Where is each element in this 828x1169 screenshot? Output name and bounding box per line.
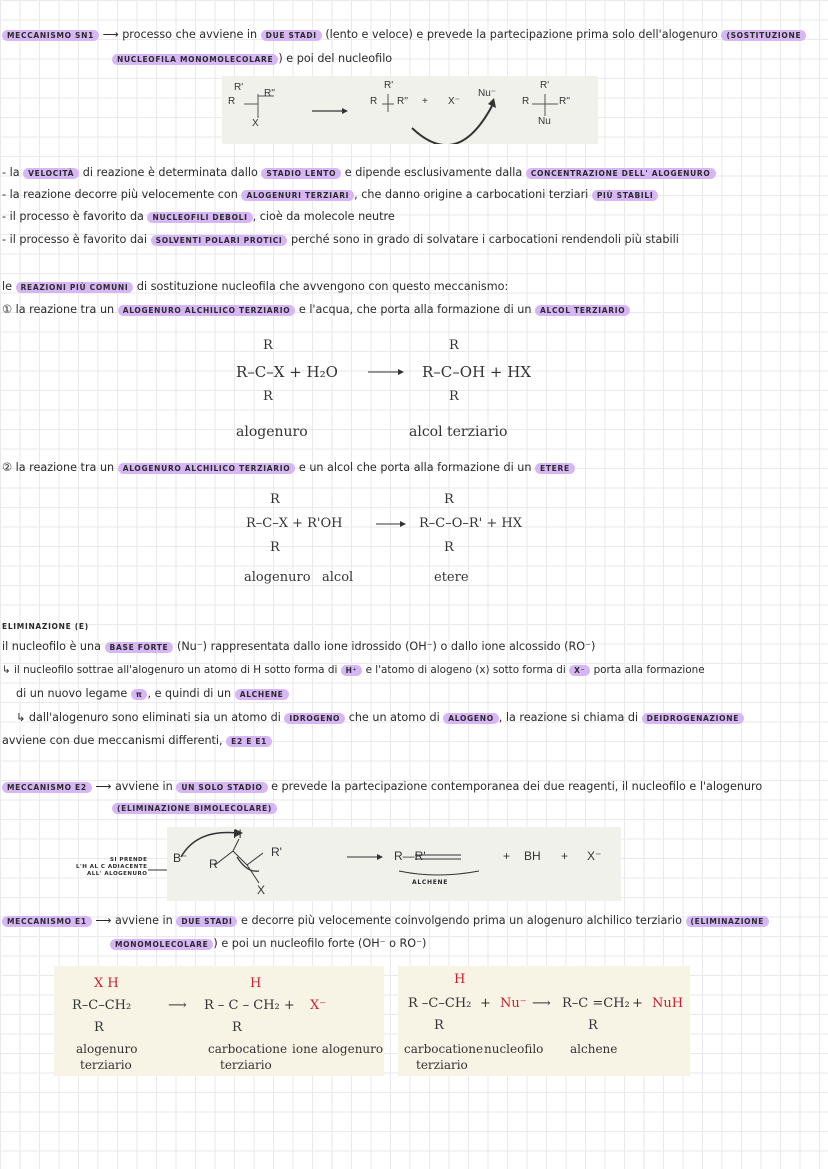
substituent: R [232, 1020, 242, 1035]
label: alogenuro [236, 424, 308, 440]
label: alcol terziario [409, 424, 508, 440]
reactant-formula: R–C–X + H₂O [236, 363, 338, 381]
e2-scheme [167, 827, 621, 901]
e1-card-2 [398, 966, 690, 1076]
text: ↳ il nucleofilo sottrae all'alogenuro un atomo di H sotto forma di [2, 664, 338, 676]
plus: + [480, 996, 491, 1011]
text: processo che avviene in [122, 28, 258, 41]
label: terziario [220, 1058, 272, 1072]
label: ione alogenuro [292, 1042, 384, 1056]
e2-line-1 [2, 780, 762, 795]
sn1-line-2 [112, 52, 392, 67]
text: di un nuovo legame [16, 687, 128, 700]
reactant-formula: R–C–X + R'OH [246, 516, 343, 531]
bullet-2 [2, 188, 658, 203]
text: - il processo è favorito da [2, 210, 144, 223]
atom: H [233, 827, 242, 841]
substituent: R [263, 389, 273, 404]
bullet-3 [2, 210, 395, 225]
highlight: (ELIMINAZIONE BIMOLECOLARE) [112, 803, 277, 814]
text: che un atomo di [348, 711, 440, 724]
text: - la reazione decorre più velocemente con [2, 188, 238, 201]
highlight: H⁺ [341, 665, 363, 676]
arrow-icon: ⟶ [102, 28, 119, 41]
substituent: R [209, 857, 218, 871]
text: ② la reazione tra un [2, 461, 115, 474]
substituent: R [449, 338, 459, 353]
highlight: ALOGENURI TERZIARI [241, 190, 354, 201]
plus: + [422, 96, 428, 107]
substituent: R' [271, 845, 282, 859]
e1-label: MECCANISMO E1 [2, 916, 92, 927]
label: nucleofilo [484, 1042, 544, 1056]
highlight: DUE STADI [176, 916, 237, 927]
e1-line-1 [2, 914, 769, 929]
reaction-1-line [2, 303, 630, 318]
bullet-4 [2, 233, 679, 248]
note-text: SI PRENDE L'H AL C ADIACENTE ALL' ALOGENURO [76, 857, 148, 877]
highlight: DUE STADI [261, 30, 322, 41]
substituent: R [444, 492, 454, 507]
text: , la reazione si chiama di [498, 711, 639, 724]
elim-line-3 [16, 687, 289, 702]
label: terziario [80, 1058, 132, 1072]
product: R–C =CH₂ [562, 996, 630, 1011]
text: e l'atomo di alogeno (x) sotto forma di [365, 664, 566, 676]
highlight: NUCLEOFILA MONOMOLECOLARE [112, 54, 278, 65]
sn1-label: MECCANISMO SN1 [2, 30, 99, 41]
text: avviene in [114, 780, 173, 793]
text: e prevede la partecipazione contemporanea dei due reagenti, il nucleofilo e l'alogenuro [271, 780, 763, 793]
text: perché sono in grado di solvatare i carbocationi rendendoli più stabili [290, 233, 679, 246]
product-formula: R–C–OH + HX [422, 363, 532, 381]
highlight: BASE FORTE [105, 642, 174, 653]
highlight: ALOGENURO ALCHILICO TERZIARIO [118, 463, 296, 474]
label: alcol [322, 570, 354, 585]
highlight: STADIO LENTO [261, 168, 341, 179]
label: alogenuro [244, 570, 311, 585]
text: - il processo è favorito dai [2, 233, 148, 246]
text: , che danno origine a carbocationi terziari [354, 188, 589, 201]
substituent: R'' [559, 96, 571, 107]
elim-line-5 [2, 734, 272, 749]
e2-label: MECCANISMO E2 [2, 782, 92, 793]
byproduct: NuH [652, 996, 684, 1011]
substituent: R [449, 389, 459, 404]
atom: H [250, 976, 262, 991]
substituent: R [263, 338, 273, 353]
plus: + [632, 996, 643, 1011]
sn1-scheme [222, 76, 598, 144]
label: carbocatione [404, 1042, 484, 1056]
text: ) e poi del nucleofilo [278, 52, 393, 65]
highlight: ALOGENO [443, 713, 499, 724]
substituent: R [444, 540, 454, 555]
reaction-2-line [2, 461, 575, 476]
elim-line-2 [2, 663, 705, 678]
highlight: ALCHENE [235, 689, 289, 700]
byproduct: BH [524, 849, 541, 863]
elim-line-4 [16, 711, 744, 726]
label: alogenuro [76, 1042, 138, 1056]
highlight: PIÙ STABILI [592, 190, 659, 201]
highlight: SOLVENTI POLARI PROTICI [151, 235, 288, 246]
plus: + [561, 849, 569, 863]
text: (lento e veloce) e prevede la partecipazione prima solo dell'alogenuro [325, 28, 718, 41]
reactions-intro [2, 280, 508, 295]
text: ↳ dall'alogenuro sono eliminati sia un atomo di [16, 711, 281, 724]
leaving-group: X [257, 883, 266, 897]
text: e l'acqua, che porta alla formazione di un [298, 303, 532, 316]
label: carbocatione [208, 1042, 288, 1056]
substituent: Nu [538, 116, 551, 127]
plus: + [503, 849, 511, 863]
highlight: π [131, 689, 148, 700]
anion: X⁻ [310, 998, 327, 1013]
e1-line-2 [110, 937, 426, 952]
product-formula: R–C–O–R' + HX [419, 516, 523, 531]
highlight: (ELIMINAZIONE [686, 916, 770, 927]
label: terziario [416, 1058, 468, 1072]
substituent: R'' [397, 96, 409, 107]
highlight: E2 E E1 [226, 736, 272, 747]
substituent: R [94, 1020, 104, 1035]
substituent: R [228, 96, 236, 107]
substituent: R [588, 1018, 598, 1033]
substituent: R [270, 540, 280, 555]
elim-line-1 [2, 640, 595, 655]
reaction-arrow: ⟶ [532, 996, 551, 1011]
leaving-group: X [252, 118, 259, 129]
substituent: R [522, 96, 530, 107]
reaction-arrow: ⟶ [168, 998, 187, 1013]
text: le [2, 280, 12, 293]
highlight: (SOSTITUZIONE [721, 30, 806, 41]
substituent: R [370, 96, 378, 107]
highlight: ETERE [535, 463, 575, 474]
highlight: DEIDROGENAZIONE [642, 713, 744, 724]
e2-line-2 [112, 801, 277, 816]
reactant: R–C–CH₂ [72, 998, 132, 1013]
highlight: CONCENTRAZIONE DELL' ALOGENURO [526, 168, 716, 179]
text: il nucleofilo è una [2, 640, 101, 653]
highlight: UN SOLO STADIO [176, 782, 267, 793]
text: e un alcol che porta alla formazione di un [298, 461, 532, 474]
highlight: VELOCITÀ [23, 168, 79, 179]
e1-card-1 [54, 966, 384, 1076]
highlight: IDROGENO [284, 713, 345, 724]
arrow-icon: ⟶ [95, 780, 112, 793]
highlight: NUCLEOFILI DEBOLI [147, 212, 252, 223]
bullet-1 [2, 166, 716, 181]
text: porta alla formazione [593, 664, 705, 676]
text: ① la reazione tra un [2, 303, 115, 316]
reaction-arrow [376, 518, 406, 530]
label: alchene [570, 1042, 618, 1056]
substituent: R' [384, 80, 394, 91]
highlight: MONOMOLECOLARE [110, 939, 213, 950]
reactant: R –C–CH₂ [408, 996, 472, 1011]
anion: X⁻ [587, 849, 602, 863]
text: - la [2, 166, 20, 179]
product: R – C – CH₂ + [204, 998, 295, 1013]
text: e decorre più velocemente coinvolgendo prima un alogenuro alchilico terziario [241, 914, 682, 927]
nucleophile: Nu⁻ [500, 996, 527, 1011]
text: e dipende esclusivamente dalla [344, 166, 523, 179]
product-label: ALCHENE [412, 879, 449, 886]
substituent: R [434, 1018, 444, 1033]
text: di sostituzione nucleofila che avvengono con questo meccanismo: [136, 280, 509, 293]
text: avviene con due meccanismi differenti, [2, 734, 223, 747]
highlight: X⁻ [569, 665, 590, 676]
e2-note [76, 857, 147, 878]
substituents: X H [94, 976, 119, 991]
arrow-icon: ⟶ [95, 914, 112, 927]
product: R—R' [394, 849, 426, 863]
highlight: ALCOL TERZIARIO [535, 305, 630, 316]
substituent: R' [540, 80, 550, 91]
substituent: R [270, 492, 280, 507]
text: , cioè da molecole neutre [252, 210, 395, 223]
reaction-arrow [368, 366, 404, 378]
text: ) e poi un nucleofilo forte (OH⁻ o RO⁻) [213, 937, 427, 950]
highlight: ALOGENURO ALCHILICO TERZIARIO [118, 305, 296, 316]
text: di reazione è determinata dallo [82, 166, 258, 179]
elim-title-line [2, 619, 89, 634]
base: B⁻ [173, 851, 188, 865]
sn1-line-1 [2, 28, 806, 43]
anion: X⁻ [448, 96, 460, 107]
highlight: REAZIONI PIÙ COMUNI [16, 282, 134, 293]
nucleophile: Nu⁻ [478, 88, 497, 99]
text: , e quindi di un [147, 687, 232, 700]
section-title: ELIMINAZIONE (E) [2, 622, 89, 631]
substituent: R' [234, 82, 244, 93]
atom: H [454, 972, 466, 987]
text: avviene in [114, 914, 173, 927]
substituent: R'' [264, 88, 276, 99]
label: etere [434, 570, 469, 585]
text: (Nu⁻) rappresentata dallo ione idrossido (OH⁻) o dallo ione alcossido (RO⁻) [176, 640, 596, 653]
